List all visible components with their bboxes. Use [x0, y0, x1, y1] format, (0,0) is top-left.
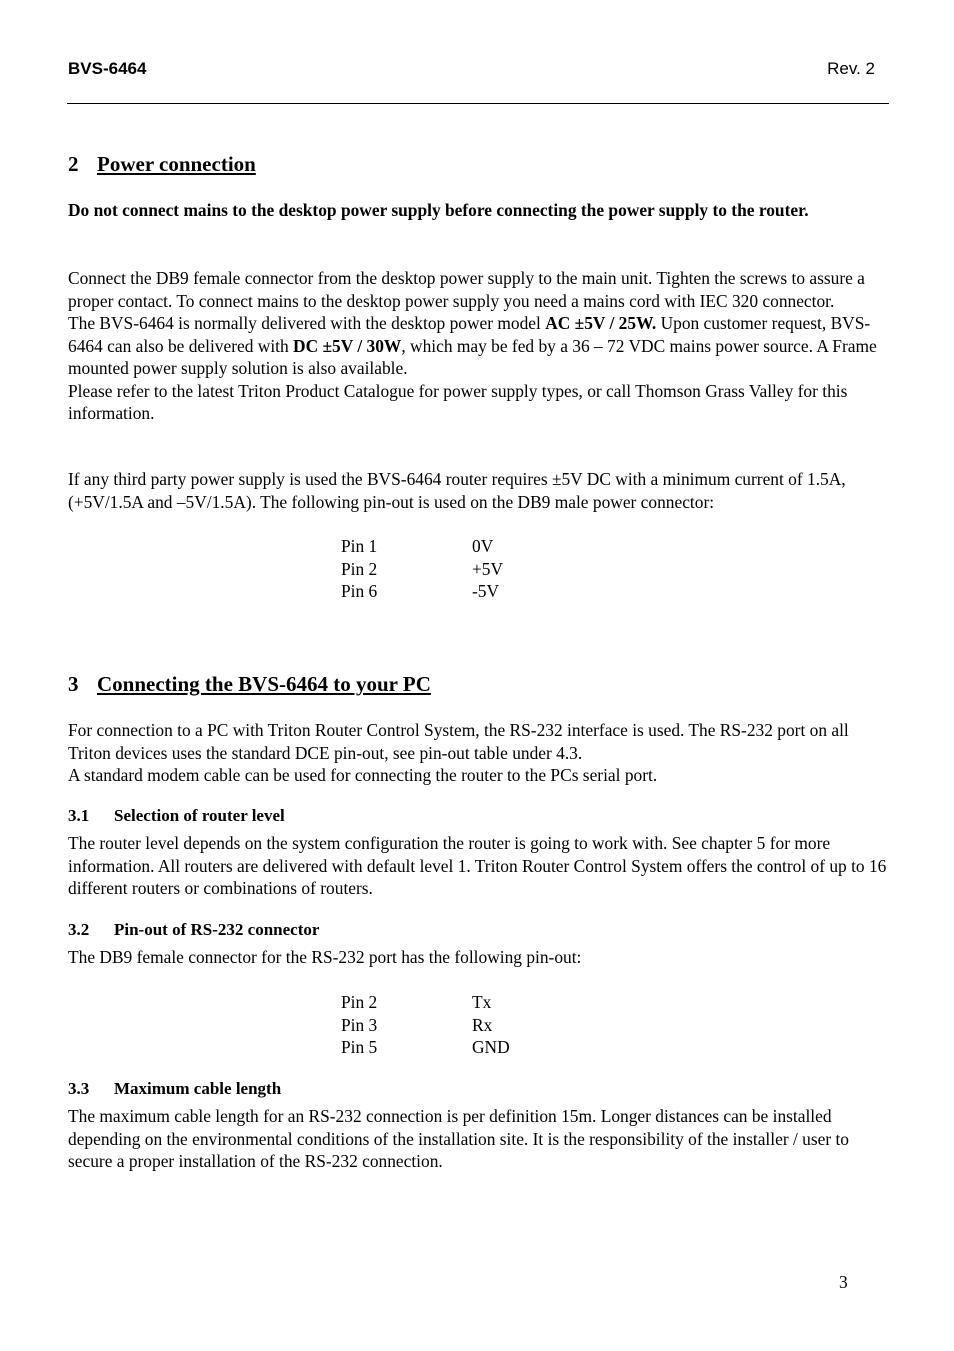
pinout-row: Pin 5 GND: [341, 1037, 510, 1057]
subsection-3-2-heading: 3.2 Pin-out of RS-232 connector: [68, 920, 320, 939]
pc-paragraph-block: [68, 719, 890, 787]
rs232-pinout-table: [341, 991, 510, 1059]
subsection-3-1-body: The router level depends on the system configuration the router is going to work with. See chapter 5 for more information. All routers are delivered with default level 1. Triton Router Control System offers the control of up to 16 different routers or combinations of routers.: [68, 833, 887, 898]
power-paragraph-1: Connect the DB9 female connector from the desktop power supply to the main unit. Tighten the screws to assure a proper contact. To connect mains to the desktop power supply you need a mains cord with IEC 320 connector.: [68, 268, 865, 311]
section-3-heading: [68, 672, 431, 696]
pinout-row: Pin 1 0V: [341, 536, 494, 556]
section-number: 3: [68, 672, 79, 696]
pc-paragraph-1: For connection to a PC with Triton Router Control System, the RS-232 interface is used. The RS-232 port on all Triton devices uses the standard DCE pin-out, see pin-out table under 4.3.: [68, 720, 849, 763]
pinout-row: Pin 2 +5V: [341, 558, 504, 579]
pinout-row: Pin 6 -5V: [341, 581, 500, 601]
section-title: Power connection: [97, 152, 256, 176]
pinout-row: Pin 2 Tx: [341, 992, 492, 1012]
power-warning: Do not connect mains to the desktop power supply before connecting the power supply to the router.: [68, 200, 809, 220]
section-title: Connecting the BVS-6464 to your PC: [97, 672, 431, 696]
pc-paragraph-2: A standard modem cable can be used for connecting the router to the PCs serial port.: [68, 765, 658, 785]
page-number: 3: [839, 1272, 848, 1292]
power-paragraph-2: The BVS-6464 is normally delivered with the desktop power model AC ±5V / 25W. Upon customer request, BVS-6464 can also be delivered with DC ±5V / 30W, which may be fed by a 36 – 72 VDC mains power source. A Frame mounted power supply solution is also available.: [68, 313, 877, 378]
subsection-3-3-heading: 3.3 Maximum cable length: [68, 1079, 282, 1098]
power-paragraph-4: If any third party power supply is used the BVS-6464 router requires ±5V DC with a minimum current of 1.5A, (+5V/1.5A and –5V/1.5A). The following pin-out is used on the DB9 male power connector:: [68, 469, 846, 512]
subsection-3-1-heading: 3.1 Selection of router level: [68, 806, 285, 825]
subsection-3-3-body: The maximum cable length for an RS-232 connection is per definition 15m. Longer distances can be installed depending on the environmental conditions of the installation site. It is the responsibility of the installer / user to secure a proper installation of the RS-232 connection.: [68, 1106, 849, 1171]
subsection-3-2-body: The DB9 female connector for the RS-232 port has the following pin-out:: [68, 947, 582, 967]
power-paragraph-3: Please refer to the latest Triton Product Catalogue for power supply types, or call Thomson Grass Valley for this information.: [68, 380, 848, 423]
power-paragraph-block: [68, 267, 890, 425]
section-2-heading: [68, 152, 256, 176]
section-number: 2: [68, 152, 79, 176]
header-divider: [67, 103, 889, 104]
header-doc-id: BVS-6464: [68, 59, 147, 78]
power-pinout-table: [341, 535, 503, 603]
header-revision: Rev. 2: [827, 59, 875, 78]
pinout-row: Pin 3 Rx: [341, 1014, 493, 1035]
